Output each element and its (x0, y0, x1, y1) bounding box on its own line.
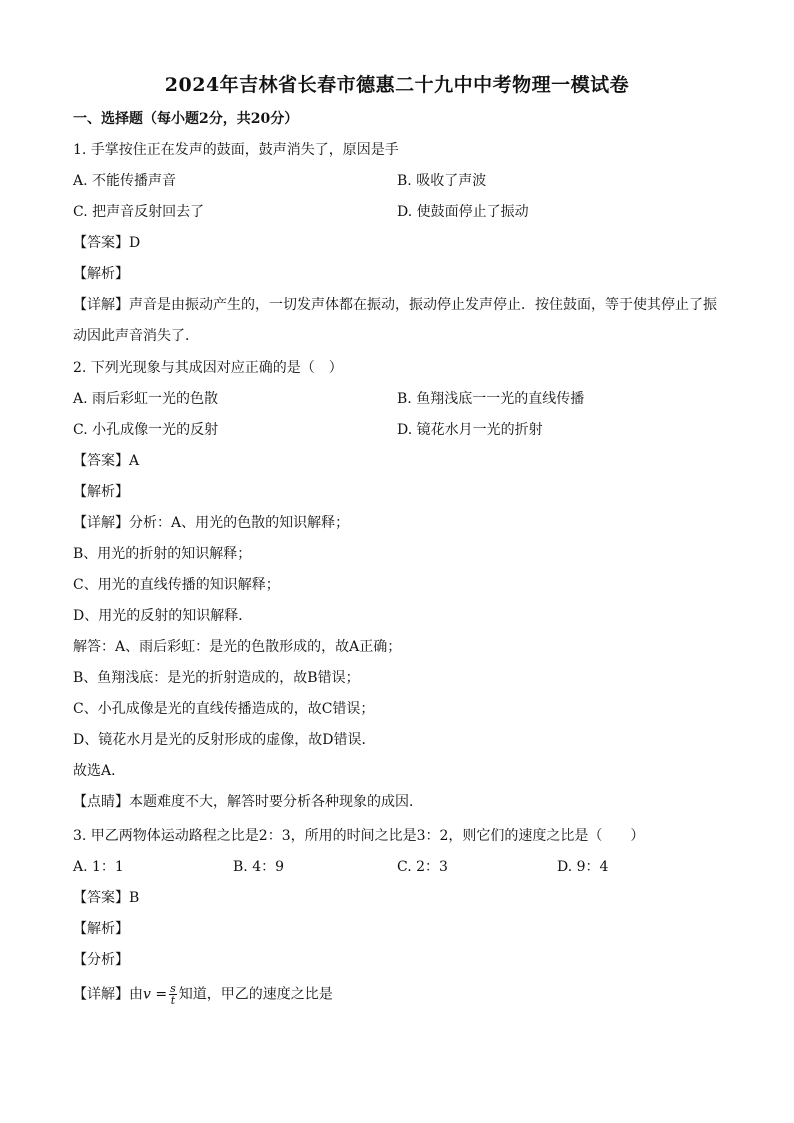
question-2-detail-line: B、用光的折射的知识解释； (73, 546, 252, 562)
question-1-stem: 1. 手掌按住正在发声的鼓面，鼓声消失了，原因是手 (73, 142, 399, 158)
question-2-option-a: A. 雨后彩虹一光的色散 (73, 391, 219, 407)
question-2-option-d: D. 镜花水月一光的折射 (397, 422, 543, 438)
question-3-detail (73, 983, 333, 1006)
question-2-detail-line: B、鱼翔浅底：是光的折射造成的，故B错误； (73, 670, 360, 686)
question-1-option-d: D. 使鼓面停止了振动 (397, 204, 529, 220)
question-2-option-b: B. 鱼翔浅底一一光的直线传播 (397, 391, 585, 407)
question-2-detail-line: 故选A． (73, 763, 126, 779)
question-1-option-b: B. 吸收了声波 (397, 173, 487, 189)
question-3-detail-suffix: 知道，甲乙的速度之比是 (178, 986, 333, 1003)
question-3-detail-prefix: 【详解】由 (73, 986, 143, 1003)
question-3-option-d: D. 9：4 (557, 859, 609, 875)
question-3-answer: 【答案】B (73, 890, 140, 906)
question-2-option-c: C. 小孔成像一光的反射 (73, 422, 219, 438)
question-2-detail-line: D、用光的反射的知识解释． (73, 608, 253, 624)
question-2-detail-line: D、镜花水月是光的反射形成的虚像，故D错误． (73, 732, 376, 748)
question-3-option-a: A. 1：1 (73, 859, 124, 875)
question-1-option-c: C. 把声音反射回去了 (73, 204, 205, 220)
question-2-answer: 【答案】A (73, 453, 140, 469)
document-title: 2024年吉林省长春市德惠二十九中中考物理一模试卷 (164, 74, 630, 96)
question-3-fenxi-label: 【分析】 (73, 952, 129, 968)
question-1-answer: 【答案】D (73, 235, 141, 251)
question-3-analysis-label: 【解析】 (73, 921, 129, 937)
section-heading: 一、选择题（每小题2分，共20分） (73, 111, 299, 127)
question-2-detail-line: C、小孔成像是光的直线传播造成的，故C错误； (73, 701, 375, 717)
question-1-option-a: A. 不能传播声音 (73, 173, 177, 189)
question-2-detail-line: 解答：A、雨后彩虹：是光的色散形成的，故A正确； (73, 639, 402, 655)
question-3-option-c: C. 2：3 (397, 859, 448, 875)
speed-formula-lhs: v = (143, 986, 168, 1003)
formula-numerator: s (170, 982, 176, 995)
question-2-analysis-label: 【解析】 (73, 484, 129, 500)
question-2-stem: 2. 下列光现象与其成因对应正确的是（ ） (73, 360, 343, 376)
question-1-analysis-label: 【解析】 (73, 266, 129, 282)
formula-denominator: t (170, 994, 176, 1007)
question-1-detail: 【详解】声音是由振动产生的，一切发声体都在振动，振动停止发声停止．按住鼓面，等于使其停止了振动因此声音消失了． (73, 297, 717, 344)
question-2-detail-line: 【详解】分析：A、用光的色散的知识解释； (73, 515, 350, 531)
speed-formula-fraction (169, 983, 177, 1006)
question-3-option-b: B. 4：9 (233, 859, 285, 875)
question-2-detail-line: C、用光的直线传播的知识解释； (73, 577, 280, 593)
question-3-stem: 3. 甲乙两物体运动路程之比是2：3，所用的时间之比是3：2，则它们的速度之比是（ ） (73, 828, 645, 844)
question-2-comment: 【点睛】本题难度不大，解答时要分析各种现象的成因． (73, 794, 423, 810)
